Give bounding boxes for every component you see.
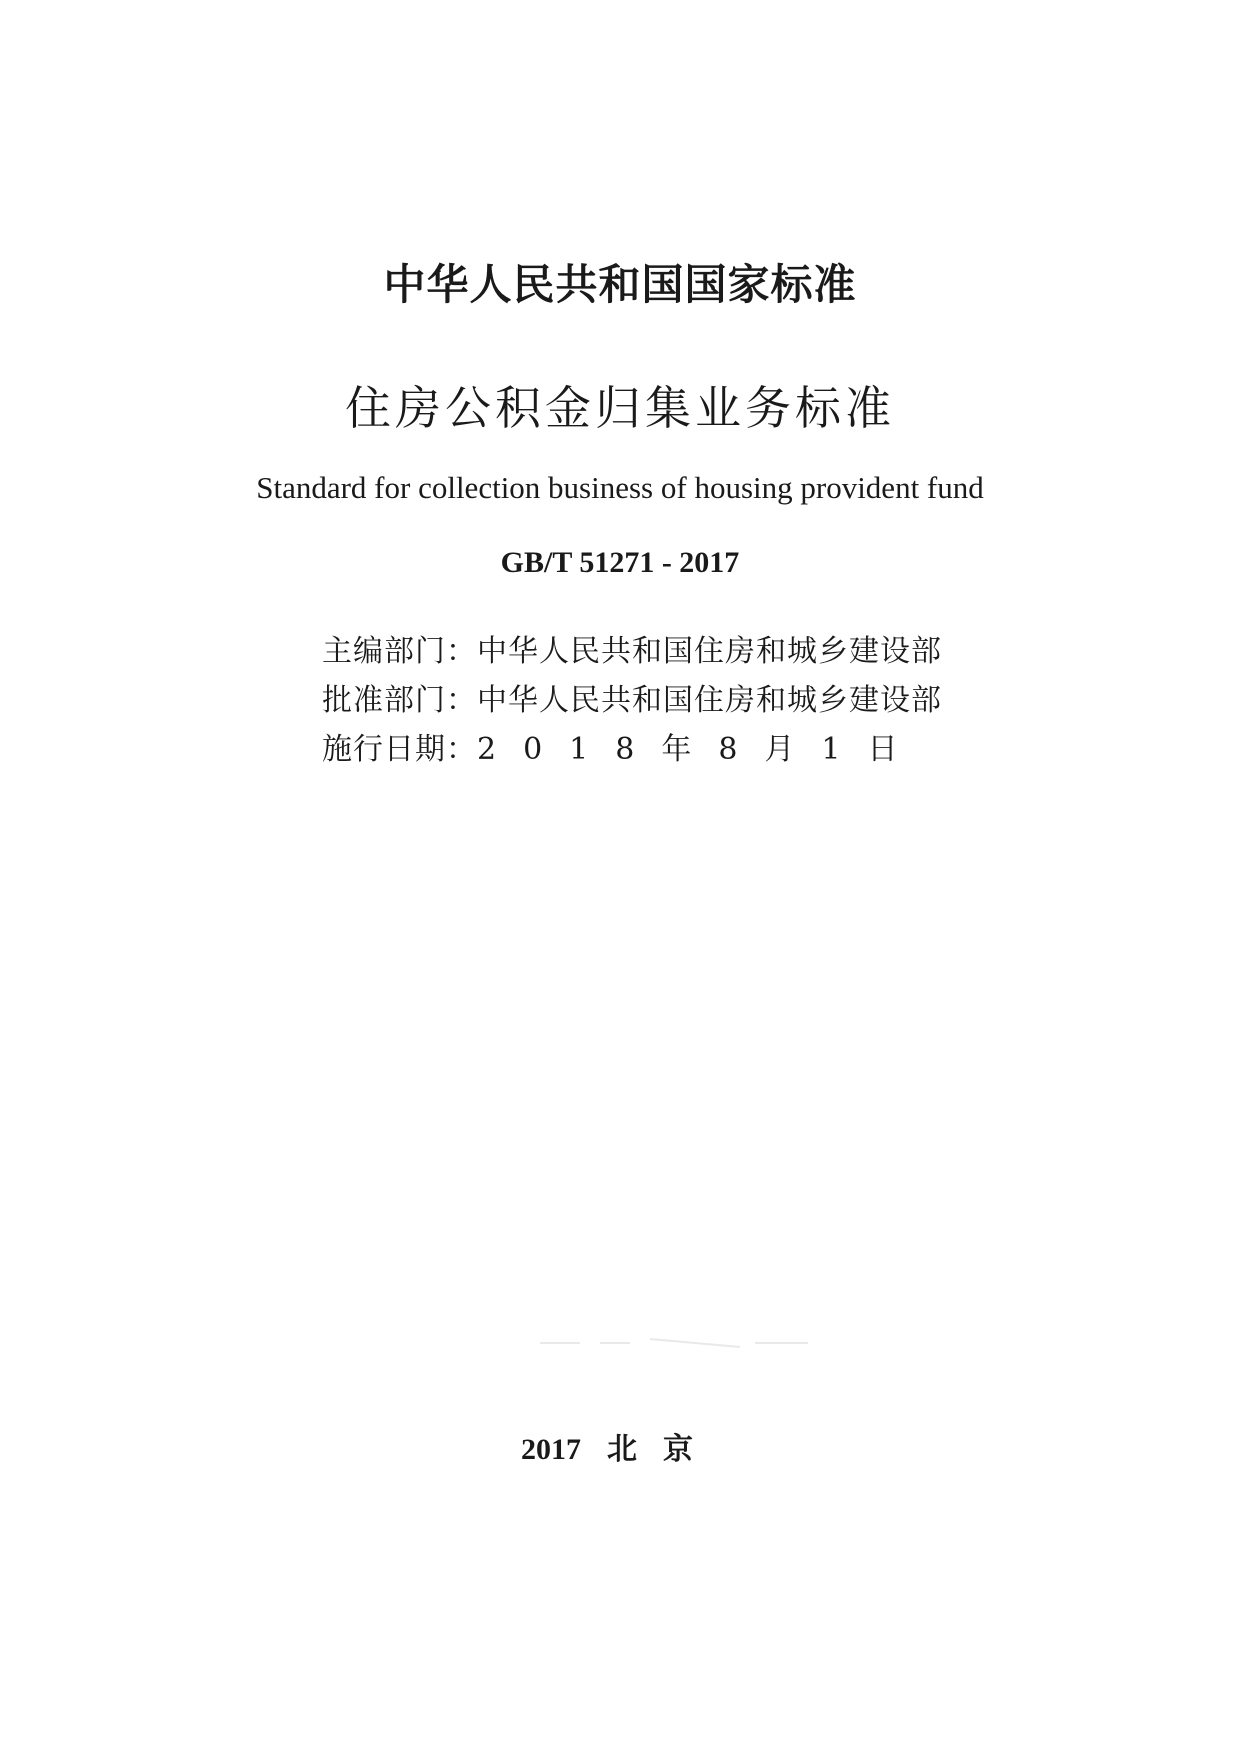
faint-watermark: [540, 1333, 810, 1353]
document-title-english: Standard for collection business of housing provident fund: [256, 470, 984, 505]
editor-department-value: 中华人民共和国住房和城乡建设部: [477, 634, 942, 669]
effective-date-label: 施行日期：: [322, 732, 477, 767]
effective-date-value: 2018年8月1日: [477, 732, 925, 767]
approver-department-label: 批准部门：: [322, 683, 477, 718]
approver-department-row: [322, 675, 942, 719]
effective-date-row: [322, 724, 925, 768]
editor-department-row: [322, 626, 942, 670]
editor-department-label: 主编部门：: [322, 634, 477, 669]
publication-year: 2017: [521, 1433, 581, 1466]
document-title-chinese: 住房公积金归集业务标准: [345, 381, 895, 435]
standard-code: GB/T 51271 - 2017: [500, 546, 740, 579]
publication-imprint: [0, 1424, 1240, 1468]
publication-city: 北京: [607, 1432, 719, 1467]
standard-series-heading: 中华人民共和国国家标准: [383, 260, 857, 309]
approver-department-value: 中华人民共和国住房和城乡建设部: [477, 683, 942, 718]
